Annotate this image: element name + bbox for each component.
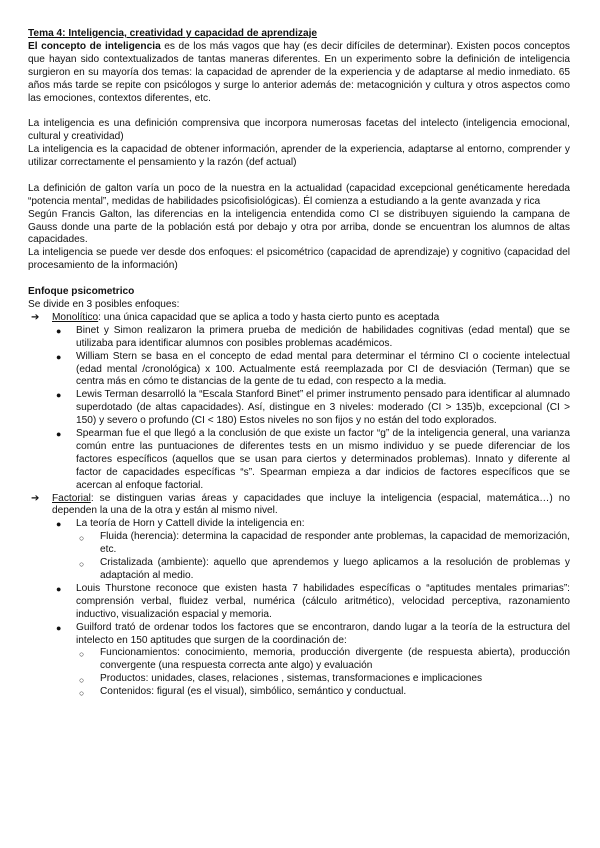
sub-list-item-text: Productos: unidades, clases, relaciones , sistemas, transformaciones e implicaciones — [100, 673, 483, 685]
list-item-thurstone — [28, 583, 570, 622]
document-page — [28, 28, 570, 699]
bullet-circle-icon: ○ — [79, 675, 85, 686]
list-item-text: Lewis Terman desarrolló la “Escala Stanford Binet” el primer instrumento pensado para identificar al alumnado superdotado (de altas capacidades). Así, distingue en 3 niveles: moderado (CI > 135)b, excepcional (CI > 150) y severo o profundo (CI < 180) Estos niveles no son fijos y no están del todo explorados. — [76, 389, 570, 427]
bullet-dot-icon: ● — [56, 519, 62, 530]
paragraph-definition-comprehensive: La inteligencia es una definición comprensiva que incorpora numerosas facetas del intelecto (inteligencia emocional, cultural y creatividad) — [28, 118, 570, 143]
paragraph-two-approaches: La inteligencia se puede ver desde dos enfoques: el psicométrico (capacidad de aprendizaje) y cognitivo (capacidad del procesamiento de la información) — [28, 247, 570, 272]
sub-list-item — [28, 673, 570, 686]
list-item-text: Louis Thurstone reconoce que existen hasta 7 habilidades específicas o “aptitudes mentales primarias”: comprensión verbal, fluidez verbal, numérica (cálculo aritmético), velocidad perceptiva, razonamiento inductivo, visualización espacial y memoria. — [76, 582, 570, 620]
list-item-text: William Stern se basa en el concepto de edad mental para determinar el término CI o cociente intelectual (edad mental /cronológica) x 100. Actualmente está reemplazada por CI de desviación (Terman) que se centra más en cómo te distancias de la gente de tu edad, con respecto a la media. — [76, 350, 570, 388]
bullet-circle-icon: ○ — [79, 533, 85, 544]
list-item-text: La teoría de Horn y Cattell divide la inteligencia en: — [76, 518, 305, 530]
bullet-circle-icon: ○ — [79, 559, 85, 570]
paragraph-galton-gauss: Según Francis Galton, las diferencias en la inteligencia entendida como CI se distribuyen siguiendo la campana de Gauss donde una parte de la población está por debajo y otra por arriba, donde se encuentran los alumnos de altas capacidades. — [28, 208, 570, 246]
list-item-guilford — [28, 622, 570, 648]
term-monolitico: Monolítico — [52, 311, 99, 323]
document-title: Tema 4: Inteligencia, creatividad y capacidad de aprendizaje — [28, 28, 318, 39]
sub-list-item — [28, 531, 570, 557]
list-item-text: Spearman fue el que llegó a la conclusión de que existe un factor “g” de la inteligencia general, una varianza común entre las puntuaciones de diferentes tests en un mismo individuo y se puede diferenciar de los factores específicos (aquellos que se usan para ciertos y determinados problemas). Innato y diferente al factor de capacidades específicas “s”. Spearman empieza a dar indicios de factores específicos que se acercan al enfoque factorial. — [76, 428, 570, 491]
intro-paragraph — [28, 41, 570, 106]
bullet-dot-icon: ● — [56, 351, 62, 362]
bullet-circle-icon: ○ — [79, 649, 85, 660]
sub-list-item-text: Fluida (herencia): determina la capacidad de responder ante problemas, la capacidad de memorización, etc. — [100, 531, 570, 556]
intro-bold-term: El concepto de inteligencia — [28, 40, 161, 52]
list-item — [28, 428, 570, 493]
bullet-circle-icon: ○ — [79, 688, 85, 699]
sub-list-item — [28, 647, 570, 673]
monolitico-text: : una única capacidad que se aplica a todo y hasta cierto punto es aceptada — [98, 311, 440, 323]
bullet-dot-icon: ● — [56, 325, 62, 336]
arrow-bullet-icon: ➔ — [31, 311, 40, 323]
list-item-text: Guilford trató de ordenar todos los factores que se encontraron, dando lugar a la teoría de la estructura del intelecto en 150 aptitudes que surgen de la coordinación de: — [76, 621, 570, 646]
bullet-dot-icon: ● — [56, 390, 62, 401]
section-heading: Enfoque psicometrico — [28, 286, 135, 298]
sub-list-item — [28, 686, 570, 699]
list-item — [28, 389, 570, 428]
list-item-horn-cattell — [28, 518, 570, 531]
list-item-monolitico — [28, 312, 570, 325]
paragraph-galton-definition: La definición de galton varía un poco de la nuestra en la actualidad (capacidad excepcional genéticamente heredada “potencia mental”, medidas de habilidades psicofisiológicas). Él comienza a estudiando a la gente avanzada y rica — [28, 182, 570, 207]
list-item-text: Binet y Simon realizaron la primera prueba de medición de habilidades cognitivas (edad mental) que se utilizaba para identificar alumnos con posibles problemas académicos. — [76, 324, 570, 349]
term-factorial: Factorial — [52, 492, 91, 504]
sub-list-item-text: Funcionamientos: conocimiento, memoria, producción divergente (de respuesta abierta), producción convergente (una respuesta correcta ante algo) y evaluación — [100, 647, 570, 672]
list-item — [28, 351, 570, 390]
sub-list-item — [28, 557, 570, 583]
arrow-bullet-icon: ➔ — [31, 492, 40, 504]
bullet-dot-icon: ● — [56, 583, 62, 594]
intro-text: es de los más vagos que hay (es decir difíciles de determinar). Existen pocos conceptos que hayan sido contextualizados de tantas maneras diferentes. En un experimento sobre la definición de inteligencia surgieron en su mayoría dos temas: la capacidad de aprender de la experiencia y de adaptarse al medio inmediato. 65 años más tarde se repite con psicólogos y surge lo anterior además de: metacognición y cultura y otros aspectos como las emociones, contextos diferentes, etc. — [28, 40, 570, 104]
sub-list-item-text: Contenidos: figural (es el visual), simbólico, semántico y conductual. — [100, 686, 407, 698]
list-item — [28, 325, 570, 351]
section-lead: Se divide en 3 posibles enfoques: — [28, 298, 180, 310]
paragraph-definition-current: La inteligencia es la capacidad de obtener información, aprender de la experiencia, adaptarse al entorno, comprender y utilizar correctamente el pensamiento y la razón (def actual) — [28, 144, 570, 169]
bullet-dot-icon: ● — [56, 622, 62, 633]
factorial-text: : se distinguen varias áreas y capacidades que incluye la inteligencia (espacial, matemática…) no dependen la una de la otra y están al mismo nivel. — [52, 492, 570, 517]
bullet-dot-icon: ● — [56, 429, 62, 440]
sub-list-item-text: Cristalizada (ambiente): aquello que aprendemos y luego aplicamos a la resolución de problemas y adaptación al medio. — [100, 557, 570, 582]
list-item-factorial — [28, 493, 570, 519]
